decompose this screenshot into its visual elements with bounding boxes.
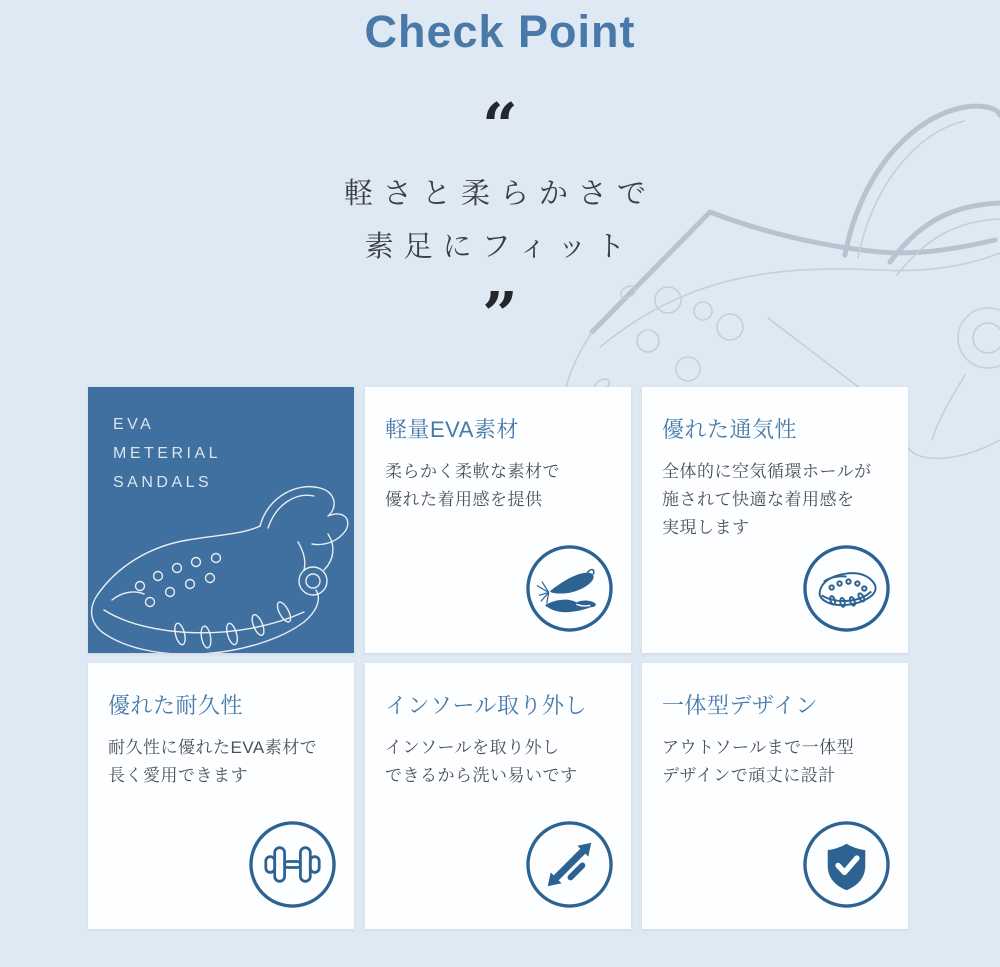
double-arrow-icon — [525, 820, 614, 909]
feature-title: 一体型デザイン — [662, 693, 818, 718]
feature-title: 優れた耐久性 — [108, 693, 244, 718]
feature-body-line: 柔らかく柔軟な素材で — [385, 462, 560, 481]
feature-body-line: 施されて快適な着用感を — [662, 490, 855, 510]
feature-body-line: できるから洗い易いです — [385, 766, 578, 786]
quote-line-2: 素足にフィット — [364, 230, 636, 263]
intro-line-1: EVA — [113, 416, 155, 433]
dumbbell-icon — [248, 820, 337, 909]
clog-sandal-outline-illustration — [88, 482, 354, 653]
open-quote-icon: “ — [482, 89, 518, 162]
intro-line-2: METERIAL — [113, 444, 222, 462]
feature-body-line: アウトソールまで一体型 — [662, 738, 855, 757]
card-breathability — [642, 387, 908, 653]
feature-title: 軽量EVA素材 — [385, 417, 519, 442]
close-quote-icon: ” — [482, 278, 518, 352]
feature-body-line: 優れた着用感を提供 — [385, 490, 543, 510]
feature-body-line: 実現します — [662, 518, 750, 538]
intro-line-3: SANDALS — [113, 473, 213, 491]
quote-line-1: 軽さと柔らかさで — [343, 177, 656, 210]
quote-block — [0, 89, 1000, 352]
feather-on-hand-icon — [525, 544, 614, 633]
feature-body-line: 長く愛用できます — [108, 766, 248, 786]
ventilated-clog-icon — [802, 544, 891, 633]
feature-body-line: 全体的に空気循環ホールが — [662, 462, 872, 481]
card-removable-insole — [365, 663, 631, 929]
feature-title: インソール取り外し — [385, 693, 588, 718]
card-durability — [88, 663, 354, 929]
feature-title: 優れた通気性 — [662, 417, 798, 442]
feature-body-line: インソールを取り外し — [385, 738, 560, 757]
card-unibody-design — [642, 663, 908, 929]
shield-check-icon — [802, 820, 891, 909]
card-lightweight-eva — [365, 387, 631, 653]
feature-grid — [88, 387, 908, 929]
feature-body-line: 耐久性に優れたEVA素材で — [108, 738, 318, 757]
page-title: Check Point — [364, 6, 636, 57]
card-eva-material-sandals — [88, 387, 354, 653]
feature-body-line: デザインで頑丈に設計 — [662, 766, 836, 786]
